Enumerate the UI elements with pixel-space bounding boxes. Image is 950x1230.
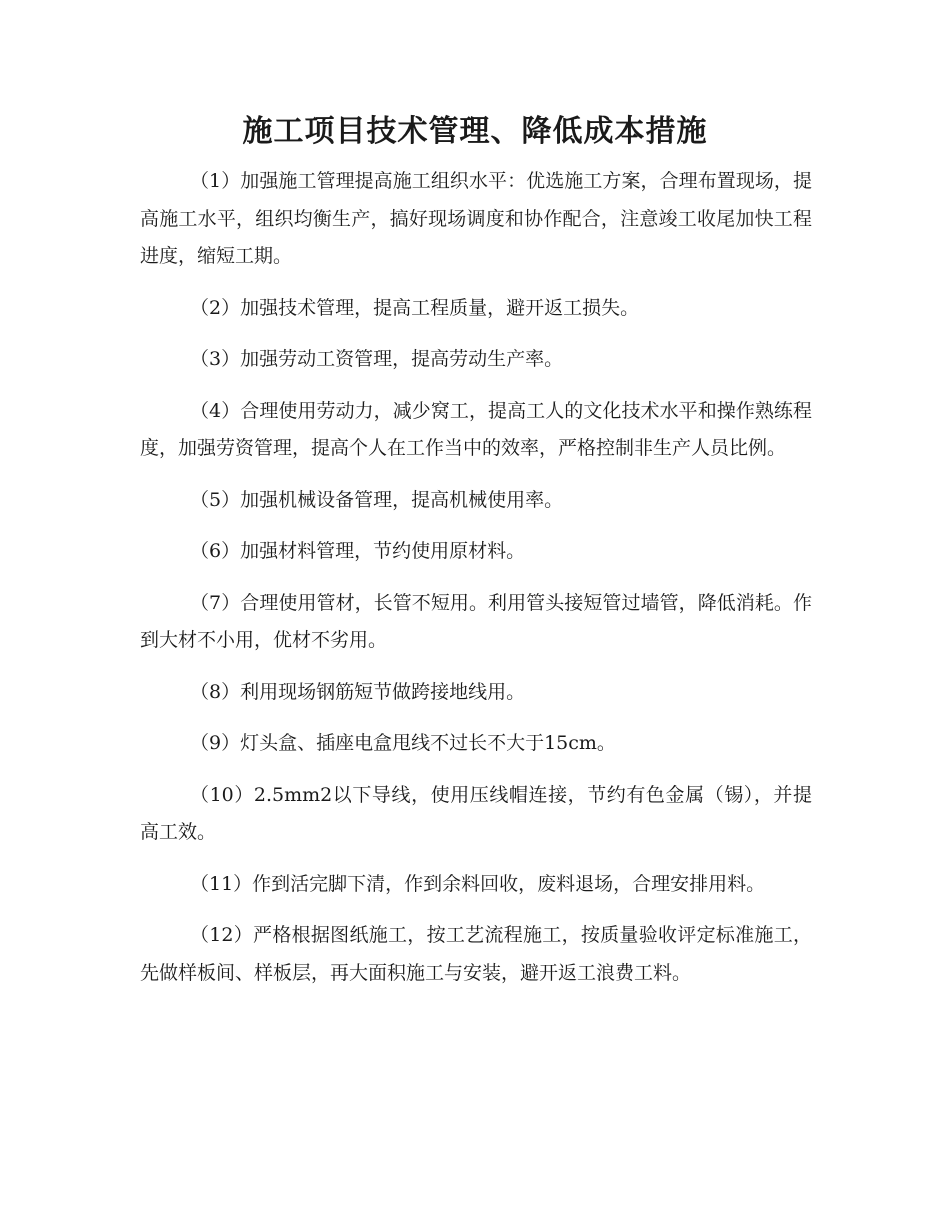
paragraph-4: （4）合理使用劳动力，减少窝工，提高工人的文化技术水平和操作熟练程度，加强劳资管理，提高个人在工作当中的效率，严格控制非生产人员比例。 xyxy=(140,399,812,459)
paragraph-9: （9）灯头盒、插座电盒甩线不过长不大于15cm。 xyxy=(190,732,616,754)
paragraph-2: （2）加强技术管理，提高工程质量，避开返工损失。 xyxy=(190,296,640,319)
document-title: 施工项目技术管理、降低成本措施 xyxy=(242,114,708,149)
paragraph-3: （3）加强劳动工资管理，提高劳动生产率。 xyxy=(190,348,564,370)
paragraph-8: （8）利用现场钢筋短节做跨接地线用。 xyxy=(190,680,526,703)
paragraph-6: （6）加强材料管理，节约使用原材料。 xyxy=(190,540,526,562)
paragraph-12: （12）严格根据图纸施工，按工艺流程施工，按质量验收评定标准施工，先做样板间、样板层，再大面积施工与安装，避开返工浪费工料。 xyxy=(140,924,812,984)
paragraph-1: （1）加强施工管理提高施工组织水平：优选施工方案，合理布置现场，提高施工水平，组织均衡生产，搞好现场调度和协作配合，注意竣工收尾加快工程进度，缩短工期。 xyxy=(140,170,812,267)
paragraph-7: （7）合理使用管材，长管不短用。利用管头接短管过墙管，降低消耗。作到大材不小用，优材不劣用。 xyxy=(140,591,812,651)
paragraph-11: （11）作到活完脚下清，作到余料回收，废料退场，合理安排用料。 xyxy=(190,872,766,895)
paragraph-10: （10）2.5mm2以下导线，使用压线帽连接，节约有色金属（锡），并提高工效。 xyxy=(140,783,812,843)
document-body xyxy=(140,163,812,1006)
paragraph-5: （5）加强机械设备管理，提高机械使用率。 xyxy=(190,488,564,511)
